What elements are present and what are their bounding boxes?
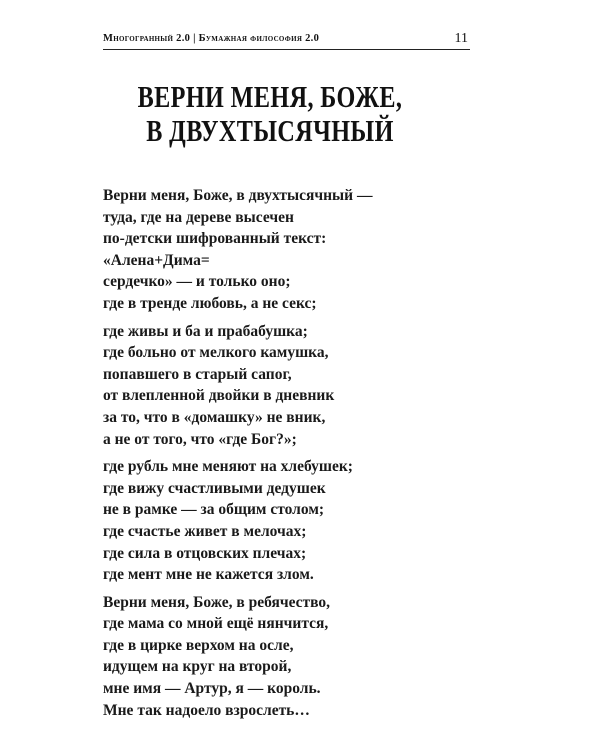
poem-line: попавшего в старый сапог, xyxy=(103,365,292,383)
poem-line: не в рамке — за общим столом; xyxy=(103,501,325,519)
poem-body xyxy=(103,185,372,727)
poem-line: Верни меня, Боже, в ребячество, xyxy=(103,593,331,611)
title-line: ВЕРНИ МЕНЯ, БОЖЕ, xyxy=(137,79,403,114)
poem-line: по-детски шифрованный текст: xyxy=(103,230,327,248)
poem-line: за то, что в «домашку» не вник, xyxy=(103,408,326,426)
poem-line: «Алена+Дима= xyxy=(103,251,210,269)
poem-line: идущем на круг на второй, xyxy=(103,658,292,676)
poem-line: а не от того, что «где Бог?»; xyxy=(103,430,297,448)
stanza xyxy=(103,185,372,315)
poem-line: Мне так надоело взрослеть… xyxy=(103,701,310,719)
poem-line: Верни меня, Боже, в двухтысячный — xyxy=(103,187,373,204)
poem-line: где мент мне не кажется злом. xyxy=(103,566,314,584)
poem-line: где в цирке верхом на осле, xyxy=(103,636,294,654)
poem-line: где в тренде любовь, а не секс; xyxy=(103,294,317,312)
poem-line: мне имя — Артур, я — король. xyxy=(103,680,321,698)
title-line: В ДВУХТЫСЯЧНЫЙ xyxy=(146,113,394,148)
poem-line: где сила в отцовских плечах; xyxy=(103,544,307,562)
page-number: 11 xyxy=(454,31,468,46)
stanza xyxy=(103,456,372,586)
poem-line: от влепленной двойки в дневник xyxy=(103,387,335,405)
stanza xyxy=(103,321,372,451)
poem-title xyxy=(59,80,480,148)
poem-line: где мама со мной ещё нянчится, xyxy=(103,615,329,633)
running-title: Многогранный 2.0 | Бумажная философия 2.0 xyxy=(103,33,320,44)
poem-line: где больно от мелкого камушка, xyxy=(103,344,329,362)
poem-line: туда, где на дереве высечен xyxy=(103,208,294,226)
poem-line: где рубль мне меняют на хлебушек; xyxy=(103,458,353,476)
poem-line: где счастье живет в мелочах; xyxy=(103,522,307,540)
stanza xyxy=(103,592,372,722)
poem-line: где вижу счастливыми дедушек xyxy=(103,479,326,497)
poem-line: где живы и ба и прабабушка; xyxy=(103,322,308,340)
running-head xyxy=(103,33,470,50)
poem-line: сердечко» — и только оно; xyxy=(103,273,291,291)
